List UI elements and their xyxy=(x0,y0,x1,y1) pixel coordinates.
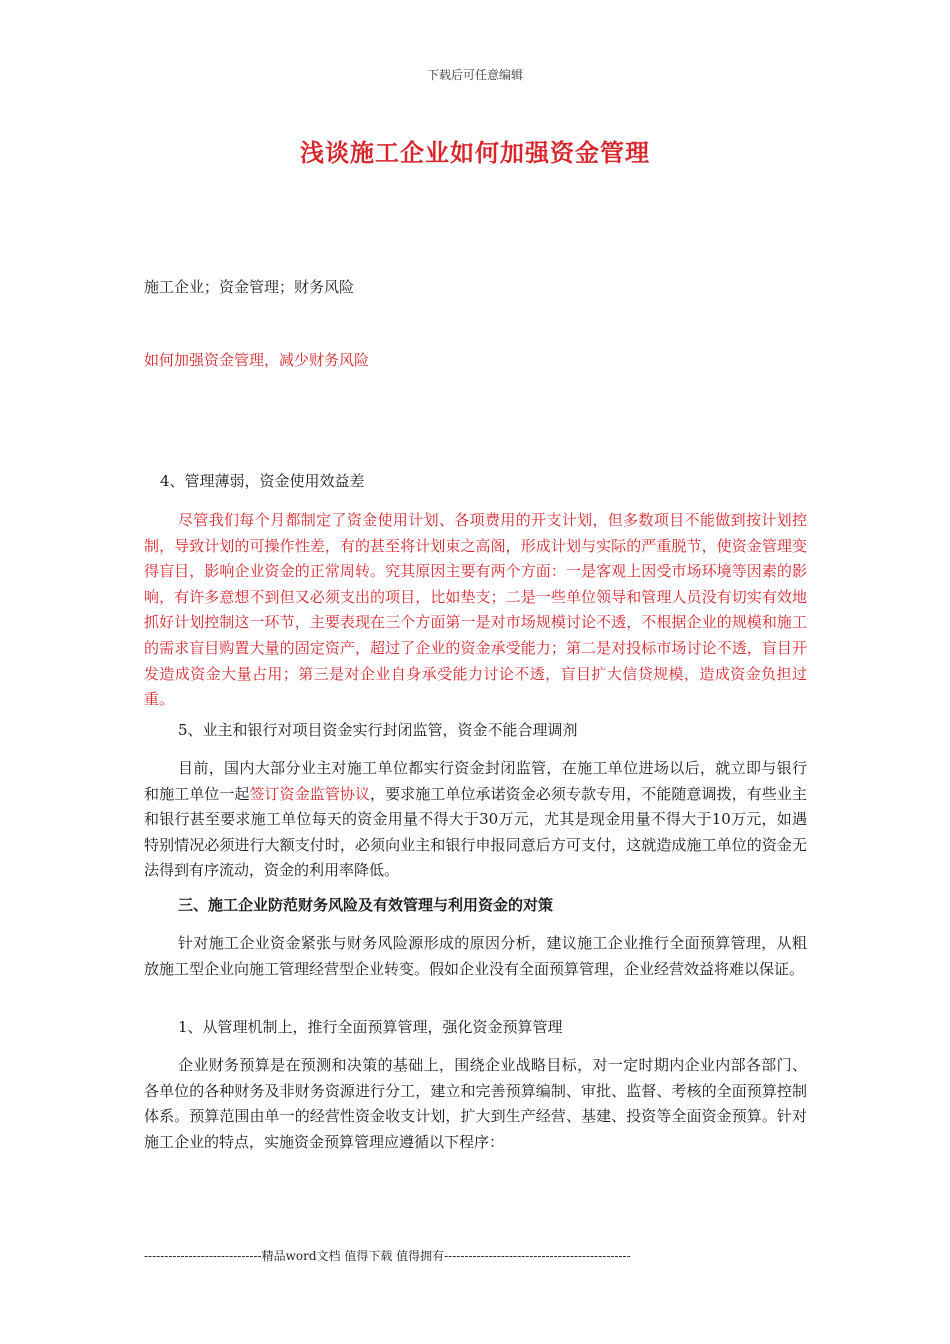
section-5-heading: 5、业主和银行对项目资金实行封闭监管，资金不能合理调剂 xyxy=(178,721,578,739)
header-note: 下载后可任意编辑 xyxy=(426,68,523,82)
section-3-heading: 三、施工企业防范财务风险及有效管理与利用资金的对策 xyxy=(178,896,554,914)
section-4-heading: 4、管理薄弱，资金使用效益差 xyxy=(160,472,365,490)
subsection-1-paragraph: 企业财务预算是在预测和决策的基础上，围绕企业战略目标，对一定时期内企业内部各部门、各单位的各种财务及非财务资源进行分工，建立和完善预算编制、审批、监督、考核的全面预算控制体系。预算范围由单一的经营性资金收支计划，扩大到生产经营、基建、投资等全面资金预算。针对施工企业的特点，实施资金预算管理应遵循以下程序： xyxy=(144,1056,807,1151)
footer-banner: -----------------------------精品word文档 值得下载 值得拥有---------------------------------------------- xyxy=(144,1249,631,1263)
section-5-paragraph xyxy=(144,756,807,884)
section-3-paragraph: 针对施工企业资金紧张与财务风险源形成的原因分析，建议施工企业推行全面预算管理，从粗放施工型企业向施工管理经营型企业转变。假如企业没有全面预算管理，企业经营效益将难以保证。 xyxy=(144,934,807,978)
document-title: 浅谈施工企业如何加强资金管理 xyxy=(300,138,650,167)
subsection-1-heading: 1、从管理机制上，推行全面预算管理，强化资金预算管理 xyxy=(178,1018,563,1036)
section-4-paragraph: 尽管我们每个月都制定了资金使用计划、各项费用的开支计划，但多数项目不能做到按计划控制，导致计划的可操作性差，有的甚至将计划束之高阁，形成计划与实际的严重脱节，使资金管理变得盲目，影响企业资金的正常周转。究其原因主要有两个方面：一是客观上因受市场环境等因素的影响，有许多意想不到但又必须支出的项目，比如垫支；二是一些单位领导和管理人员没有切实有效地抓好计划控制这一环节，主要表现在三个方面第一是对市场规模讨论不透，不根据企业的规模和施工的需求盲目购置大量的固定资产，超过了企业的资金承受能力；第二是对投标市场讨论不透，盲目开发造成资金大量占用；第三是对企业自身承受能力讨论不透，盲目扩大信贷规模，造成资金负担过重。 xyxy=(144,511,807,709)
section-5-text-part1: 目前，国内大部分业主对施工单位都实行资金封闭监管，在施工单位进场以后，就立即与银行和施工单位一起 xyxy=(144,759,807,803)
section-5-text-part2: ，要求施工单位承诺资金必须专款专用，不能随意调拨，有些业主和银行甚至要求施工单位每天的资金用量不得大于30万元，尤其是现金用量不得大于10万元，如遇特别情况必须进行大额支付时，必须向业主和银行申报同意后方可支付，这就造成施工单位的资金无法得到有序流动，资金的利用率降低。 xyxy=(144,784,807,880)
abstract-line: 如何加强资金管理，减少财务风险 xyxy=(144,351,370,369)
supervision-agreement-link[interactable]: 签订资金监管协议 xyxy=(249,784,371,803)
keywords-line: 施工企业；资金管理；财务风险 xyxy=(144,278,355,296)
